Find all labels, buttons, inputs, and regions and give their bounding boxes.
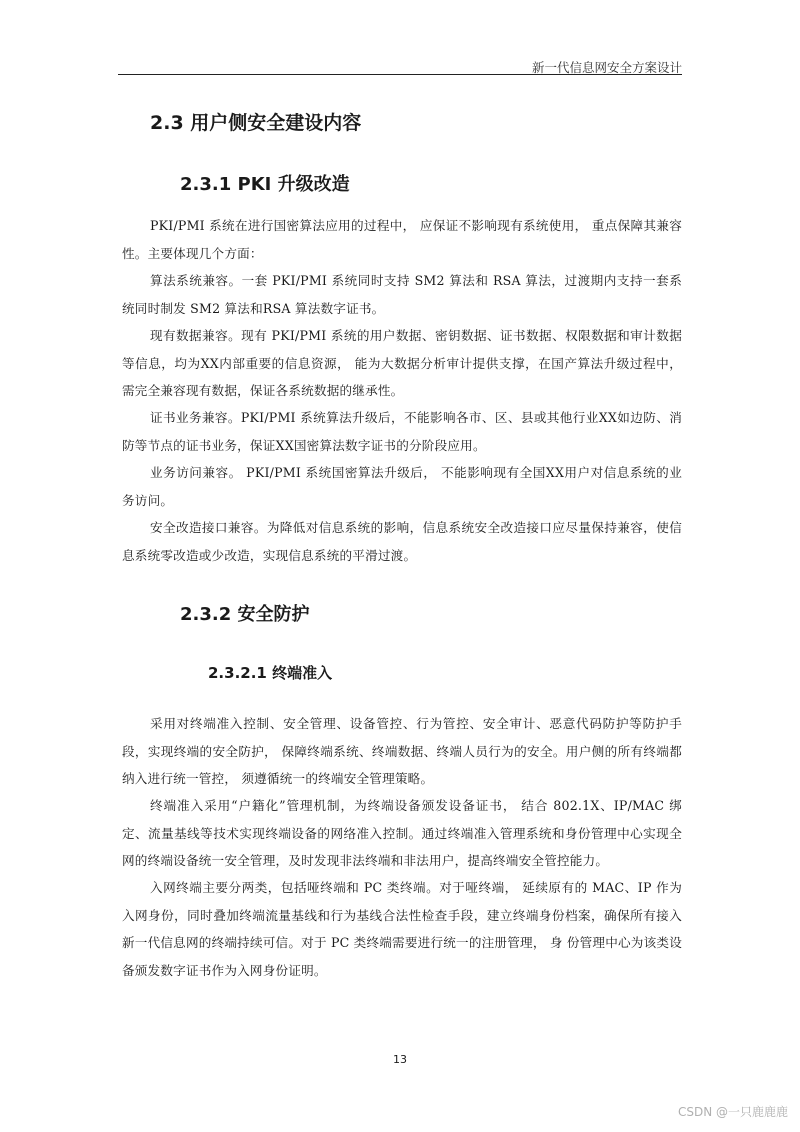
paragraph-terminal-admission: 终端准入采用“户籍化”管理机制，为终端设备颁发设备证书， 结合 802.1X、IP/MAC 绑定、流量基线等技术实现终端设备的网络准入控制。通过终端准入管理系统和身份管理中心实现全网的终端设备统一安全管理，及时发现非法终端和非法用户，提高终端安全管控能力。 <box>122 798 682 868</box>
section-heading-2-3-1: 2.3.1 PKI 升级改造 <box>180 174 350 195</box>
paragraph-algorithm-compat: 算法系统兼容。一套 PKI/PMI 系统同时支持 SM2 算法和 RSA 算法，过渡期内支持一套系统同时制发 SM2 算法和RSA 算法数字证书。 <box>122 273 682 316</box>
paragraph-terminal-protection: 采用对终端准入控制、安全管理、设备管控、行为管控、安全审计、恶意代码防护等防护手段，实现终端的安全防护， 保障终端系统、终端数据、终端人员行为的安全。用户侧的所有终端都纳入进行统一管控， 须遵循统一的终端安全管理策略。 <box>122 716 682 786</box>
paragraph-terminal-types: 入网终端主要分两类，包括哑终端和 PC 类终端。对于哑终端， 延续原有的 MAC、IP 作为入网身份，同时叠加终端流量基线和行为基线合法性检查手段，建立终端身份档案，确保所有接入新一代信息网的终端持续可信。对于 PC 类终端需要进行统一的注册管理， 身 份管理中心为该类设备颁发数字证书作为入网身份证明。 <box>122 880 682 978</box>
watermark: CSDN @一只鹿鹿鹿 <box>677 1105 788 1119</box>
section-heading-2-3-2-1: 2.3.2.1 终端准入 <box>208 664 333 682</box>
running-header-title: 新一代信息网安全方案设计 <box>531 60 682 75</box>
paragraph-data-compat: 现有数据兼容。现有 PKI/PMI 系统的用户数据、密钥数据、证书数据、权限数据和审计数据等信息，均为XX内部重要的信息资源， 能为大数据分析审计提供支撑，在国产算法升级过程中， 需完全兼容现有数据，保证各系统数据的继承性。 <box>122 328 682 398</box>
section-heading-2-3: 2.3 用户侧安全建设内容 <box>150 112 362 134</box>
header-divider <box>118 74 682 75</box>
paragraph-cert-compat: 证书业务兼容。PKI/PMI 系统算法升级后，不能影响各市、区、县或其他行业XX如边防、消防等节点的证书业务，保证XX国密算法数字证书的分阶段应用。 <box>122 410 682 453</box>
page-number: 13 <box>393 1053 407 1066</box>
section-heading-2-3-2: 2.3.2 安全防护 <box>180 604 310 625</box>
paragraph-interface-compat: 安全改造接口兼容。为降低对信息系统的影响，信息系统安全改造接口应尽量保持兼容，使信息系统零改造或少改造，实现信息系统的平滑过渡。 <box>122 520 682 563</box>
paragraph-pki-intro: PKI/PMI 系统在进行国密算法应用的过程中， 应保证不影响现有系统使用， 重点保障其兼容性。主要体现几个方面： <box>122 218 682 261</box>
paragraph-access-compat: 业务访问兼容。 PKI/PMI 系统国密算法升级后， 不能影响现有全国XX用户对信息系统的业务访问。 <box>122 465 682 508</box>
